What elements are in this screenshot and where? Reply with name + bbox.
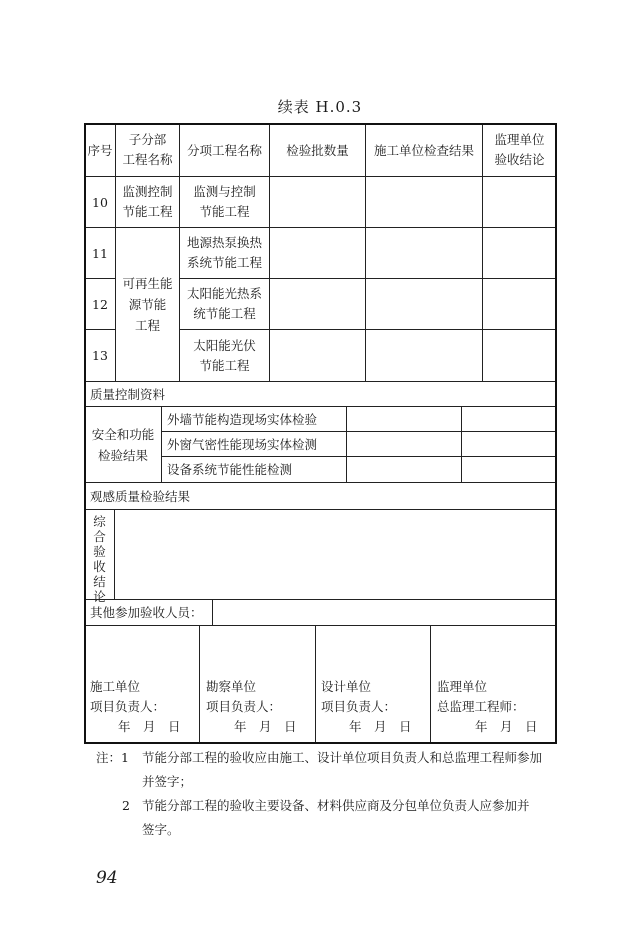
comprehensive-conclusion-label: 综 合 验 收 结 论	[84, 509, 115, 600]
header-contractor-result: 施工单位检查结果	[365, 123, 483, 177]
header-item-name: 分项工程名称	[179, 123, 270, 177]
safety-item-3-conclusion	[461, 456, 557, 483]
note-2-text-continued: 签字。	[142, 822, 180, 837]
row-11-supervisor	[482, 227, 557, 279]
note-1-text-continued: 并签字；	[142, 774, 193, 789]
safety-item-3-result	[346, 456, 462, 483]
page-number: 94	[96, 868, 118, 888]
comprehensive-conclusion-content	[114, 509, 557, 600]
row-13-batch	[269, 329, 366, 382]
row-13-contractor	[365, 329, 483, 382]
supervisor-date: 年 月 日	[475, 719, 538, 734]
row-12-item: 太阳能光热系 统节能工程	[179, 278, 270, 330]
row-12-no: 12	[84, 278, 116, 330]
supervisor-role: 总监理工程师：	[437, 699, 525, 714]
contractor-role: 项目负责人：	[90, 699, 166, 714]
row-11-item: 地源热泵换热 系统节能工程	[179, 227, 270, 279]
survey-date: 年 月 日	[234, 719, 297, 734]
row-13-item: 太阳能光伏 节能工程	[179, 329, 270, 382]
design-date: 年 月 日	[349, 719, 412, 734]
survey-unit: 勘察单位	[206, 679, 257, 694]
row-13-no: 13	[84, 329, 116, 382]
header-seq: 序号	[84, 123, 116, 177]
header-supervisor-conclusion: 监理单位 验收结论	[482, 123, 557, 177]
row-10-supervisor	[482, 176, 557, 228]
note-2-number: 2	[122, 798, 130, 813]
design-unit: 设计单位	[321, 679, 372, 694]
signature-survey	[206, 677, 311, 737]
row-10-subdivision: 监测控制 节能工程	[115, 176, 180, 228]
notes	[96, 746, 566, 842]
row-10-contractor	[365, 176, 483, 228]
survey-role: 项目负责人：	[206, 699, 282, 714]
signature-design	[321, 677, 426, 737]
row-11-no: 11	[84, 227, 116, 279]
row-10-no: 10	[84, 176, 116, 228]
row-10-batch	[269, 176, 366, 228]
quality-control-data: 质量控制资料	[84, 381, 557, 407]
safety-item-1: 外墙节能构造现场实体检验	[161, 406, 347, 432]
row-12-contractor	[365, 278, 483, 330]
safety-item-1-conclusion	[461, 406, 557, 432]
other-participants-label: 其他参加验收人员：	[84, 599, 213, 626]
row-11-contractor	[365, 227, 483, 279]
safety-item-3: 设备系统节能性能检测	[161, 456, 347, 483]
contractor-unit: 施工单位	[90, 679, 141, 694]
supervisor-unit: 监理单位	[437, 679, 488, 694]
row-12-supervisor	[482, 278, 557, 330]
header-subdivision: 子分部 工程名称	[115, 123, 180, 177]
header-batch-count: 检验批数量	[269, 123, 366, 177]
other-participants-value	[212, 599, 557, 626]
design-role: 项目负责人：	[321, 699, 397, 714]
safety-item-2: 外窗气密性能现场实体检测	[161, 431, 347, 457]
table-title: 续表 H.0.3	[277, 98, 363, 116]
renewable-subdivision: 可再生能 源节能 工程	[115, 227, 180, 382]
row-12-batch	[269, 278, 366, 330]
signature-supervisor	[437, 677, 555, 737]
note-1-number: 注：1	[96, 750, 129, 765]
row-11-batch	[269, 227, 366, 279]
signature-contractor	[90, 677, 195, 737]
safety-item-2-result	[346, 431, 462, 457]
safety-function-label: 安全和功能 检验结果	[84, 406, 162, 483]
row-13-supervisor	[482, 329, 557, 382]
row-10-item: 监测与控制 节能工程	[179, 176, 270, 228]
safety-item-2-conclusion	[461, 431, 557, 457]
appearance-quality: 观感质量检验结果	[84, 482, 557, 510]
safety-item-1-result	[346, 406, 462, 432]
note-2-text: 节能分部工程的验收主要设备、材料供应商及分包单位负责人应参加并	[142, 798, 530, 813]
contractor-date: 年 月 日	[118, 719, 181, 734]
note-1-text: 节能分部工程的验收应由施工、设计单位项目负责人和总监理工程师参加	[142, 750, 543, 765]
